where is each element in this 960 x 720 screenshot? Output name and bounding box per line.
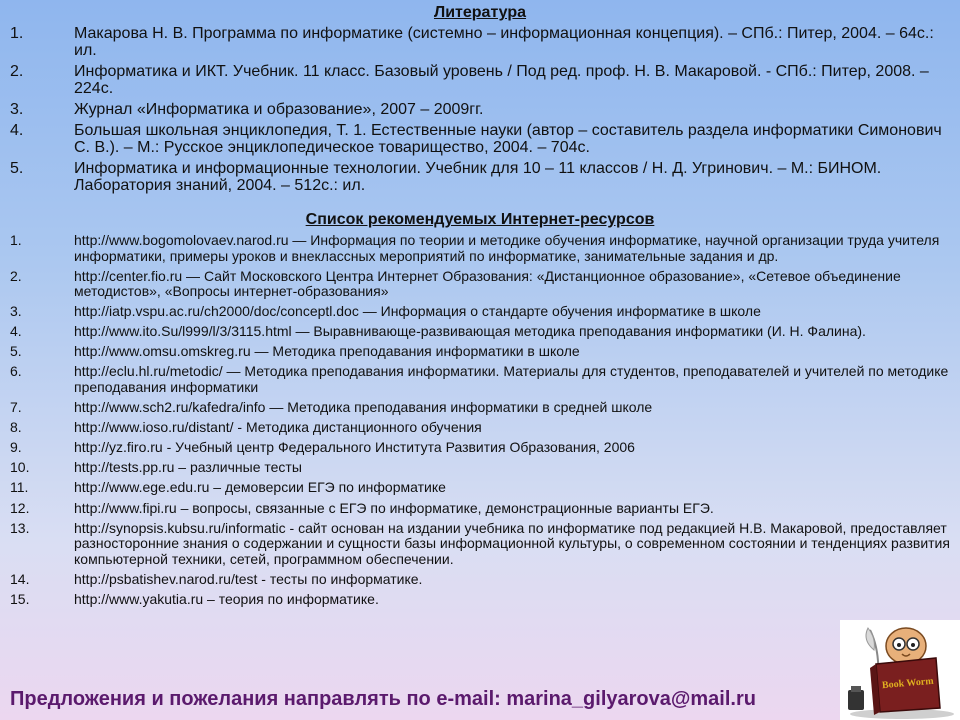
item-number: 5. (10, 343, 22, 360)
list-item (0, 233, 960, 264)
list-item (0, 160, 960, 194)
item-text[interactable]: http://synopsis.kubsu.ru/informatic - сайт основан на издании учебника по информатике под редакцией Н.В. Макаровой, предоставляет разносторонние знания о содержании и сущности базы информационной культуры, о современном состоянии и тенденциях развития компьютерной техники, сетей, программном обеспечении. (74, 519, 950, 567)
list-item (0, 440, 960, 456)
list-item (0, 521, 960, 568)
item-text: Большая школьная энциклопедия, Т. 1. Естественные науки (автор – составитель раздела информатики Симонович С. В.). – М.: Русское энциклопедическое товарищество, 2004. – 704с. (74, 122, 942, 156)
literature-heading: Литература (433, 4, 527, 21)
item-number: 11. (10, 479, 29, 496)
item-number: 4. (10, 323, 22, 340)
book-worm-clipart (840, 620, 960, 720)
list-item (0, 122, 960, 156)
item-text[interactable]: http://tests.pp.ru – различные тесты (74, 459, 302, 476)
book-label: Book Worm (881, 675, 935, 692)
item-number: 2. (10, 63, 24, 80)
item-number: 4. (10, 122, 24, 139)
resources-heading: Список рекомендуемых Интернет-ресурсов (305, 211, 655, 228)
item-text: Информатика и информационные технологии. Учебник для 10 – 11 классов / Н. Д. Угринович. – М.: БИНОМ. Лаборатория знаний, 2004. – 512с.: ил. (74, 160, 882, 194)
item-text: Журнал «Информатика и образование», 2007 – 2009гг. (74, 101, 484, 118)
item-text[interactable]: http://www.ioso.ru/distant/ - Методика дистанционного обучения (74, 419, 482, 436)
item-number: 8. (10, 419, 22, 436)
list-item (0, 101, 960, 118)
worm-head (886, 628, 926, 664)
item-text: Информатика и ИКТ. Учебник. 11 класс. Базовый уровень / Под ред. проф. Н. В. Макаровой. - СПб.: Питер, 2008. – 224с. (74, 63, 929, 97)
list-item (0, 592, 960, 608)
item-text[interactable]: http://www.yakutia.ru – теория по информатике. (74, 590, 379, 607)
item-number: 9. (10, 439, 22, 456)
list-item (0, 344, 960, 360)
list-item (0, 501, 960, 517)
literature-list (0, 25, 960, 198)
item-text[interactable]: http://www.ege.edu.ru – демоверсии ЕГЭ по информатике (74, 479, 446, 496)
list-item (0, 269, 960, 300)
item-number: 1. (10, 232, 22, 248)
item-number: 6. (10, 363, 22, 380)
list-item (0, 420, 960, 436)
list-item (0, 324, 960, 340)
item-text[interactable]: http://eclu.hl.ru/metodic/ — Методика преподавания информатики. Материалы для студентов, преподавателей и учителей по методике преподавания информатики (74, 363, 949, 395)
list-item (0, 572, 960, 588)
item-text[interactable]: http://www.bogomolovaev.narod.ru — Информация по теории и методике обучения информатике, научной организации труда учителя информатики, примеры уроков и внеклассных мероприятий по информатике, занимательные задания и др. (74, 232, 940, 264)
list-item (0, 460, 960, 476)
item-number: 7. (10, 399, 22, 416)
item-number: 2. (10, 267, 22, 284)
item-number: 13. (10, 519, 30, 536)
list-item (0, 400, 960, 416)
item-text: Макарова Н. В. Программа по информатике (системно – информационная концепция). – СПб.: Питер, 2004. – 64с.: ил. (74, 25, 934, 59)
item-number: 12. (10, 499, 30, 516)
item-number: 14. (10, 570, 30, 587)
item-text[interactable]: http://iatp.vspu.ac.ru/ch2000/doc/conceptl.doc — Информация о стандарте обучения информатике в школе (74, 303, 761, 320)
item-text[interactable]: http://www.ito.Su/l999/l/3/3115.html — Выравнивающе-развивающая методика преподавания информатики (И. Н. Фалина). (74, 323, 866, 340)
list-item (0, 25, 960, 59)
list-item (0, 304, 960, 320)
item-number: 1. (10, 25, 24, 42)
item-text[interactable]: http://www.sch2.ru/kafedra/info — Методика преподавания информатики в средней школе (74, 399, 653, 416)
item-number: 15. (10, 590, 30, 607)
item-number: 3. (10, 101, 24, 118)
item-text[interactable]: http://www.omsu.omskreg.ru — Методика преподавания информатики в школе (74, 343, 580, 360)
list-item (0, 480, 960, 496)
item-number: 5. (10, 160, 24, 177)
item-number: 10. (10, 459, 30, 476)
item-text[interactable]: http://yz.firo.ru - Учебный центр Федерального Института Развития Образования, 2006 (74, 439, 635, 456)
resources-list (0, 233, 960, 612)
item-text[interactable]: http://psbatishev.narod.ru/test - тесты по информатике. (74, 570, 423, 587)
list-item (0, 364, 960, 395)
item-text[interactable]: http://www.fipi.ru – вопросы, связанные с ЕГЭ по информатике, демонстрационные варианты ЕГЭ. (74, 499, 714, 516)
item-text[interactable]: http://center.fio.ru — Сайт Московского Центра Интернет Образования: «Дистанционное образование», «Сетевое объединение методистов», «Вопросы интернет-образования» (74, 267, 901, 300)
contact-footer: Предложения и пожелания направлять по e-mail: marina_gilyarova@mail.ru (10, 688, 756, 710)
list-item (0, 63, 960, 97)
item-number: 3. (10, 303, 22, 320)
